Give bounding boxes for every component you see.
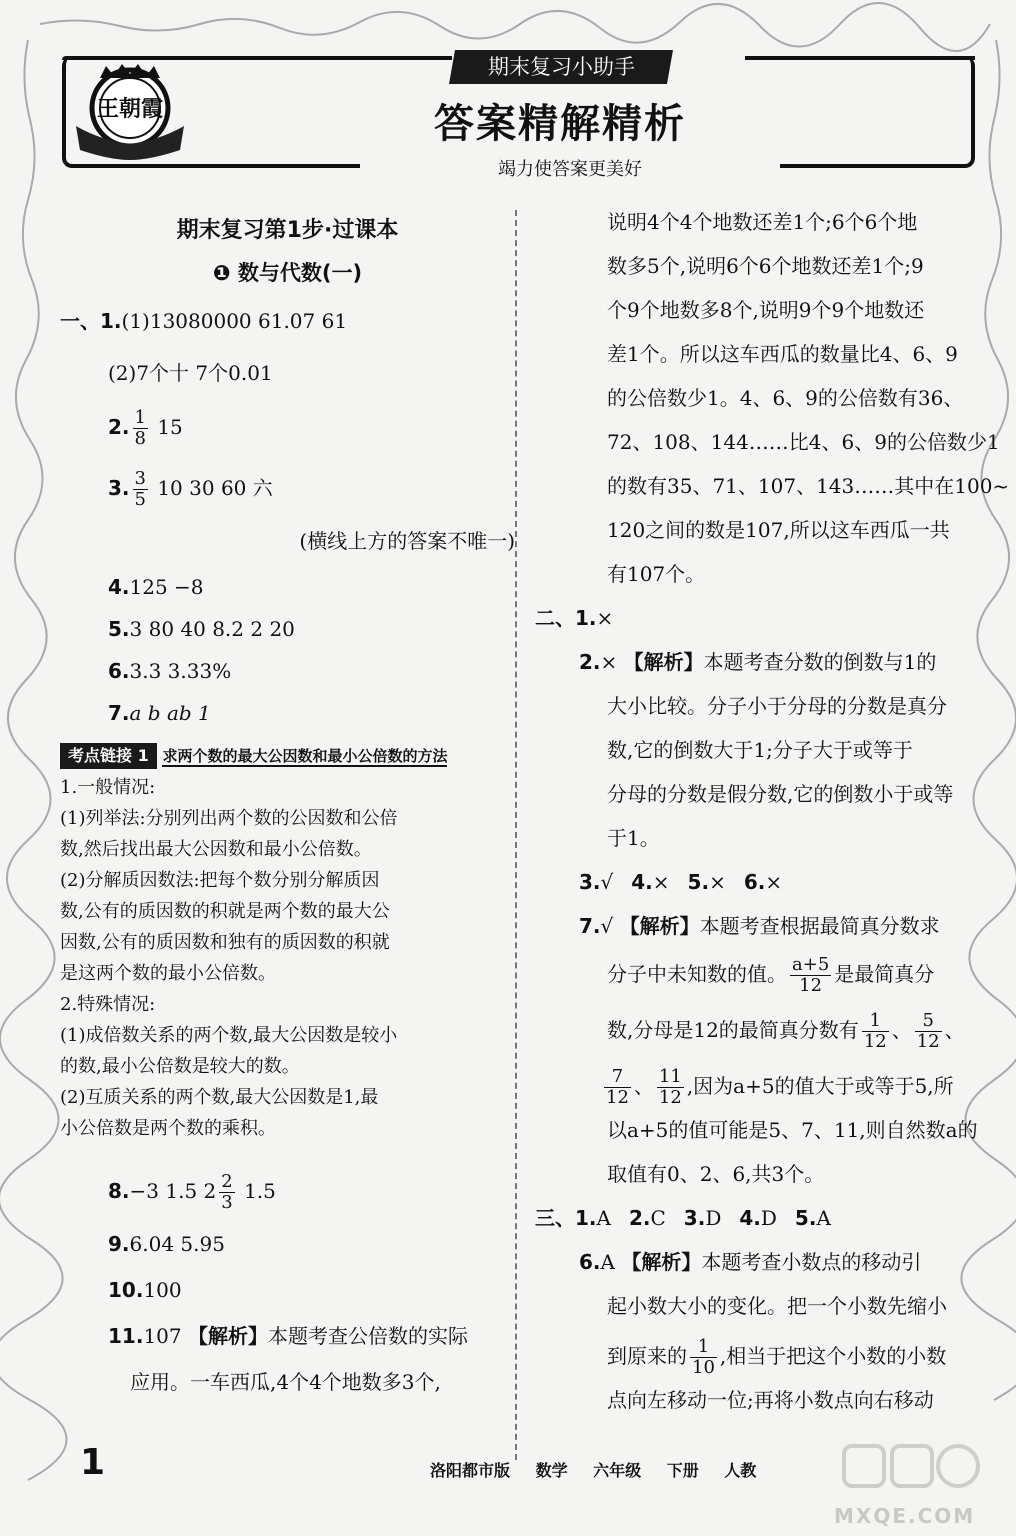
answer-4: 4.125 −8 [108,575,204,599]
solution-line: 数,它的倒数大于1;分子大于或等于 [607,738,913,762]
link-line: (1)成倍数关系的两个数,最大公因数是较小 [60,1025,398,1046]
solution-line: 点向左移动一位;再将小数点向右移动 [607,1388,934,1412]
solution-line: 大小比较。分子小于分母的分数是真分 [607,694,947,718]
page-title: 答案精解精析 [434,101,686,147]
link-line: 因数,公有的质因数和独有的质因数的积就 [60,932,390,953]
solution-line: 72、108、144……比4、6、9的公倍数少1 [607,430,1000,454]
page-number: 1 [80,1442,106,1483]
solution-line: 数,分母是12的最简真分数有 $\frac{1}{12}$ 、 $\frac{5}{12}$ 、 [607,1010,965,1052]
solution-line: 起小数大小的变化。把一个小数先缩小 [607,1294,947,1318]
solution-line: 分母的分数是假分数,它的倒数小于或等 [607,782,954,806]
answer-2: 2. $\frac{1}{8}$ 15 [108,407,183,449]
solution-line: $\frac{7}{12}$ 、 $\frac{11}{12}$ ,因为a+5的值大于或等于5,所 [606,1066,954,1108]
solution-line: 取值有0、2、6,共3个。 [607,1162,825,1186]
solution-line: 以a+5的值可能是5、7、11,则自然数a的 [607,1118,978,1142]
link-line: 数,然后找出最大公因数和最小公倍数。 [60,839,372,860]
answer-1-2: (2)7个十 7个0.01 [108,361,273,385]
link-line: 数,公有的质因数的积就是两个数的最大公 [60,901,390,922]
solution-line: 到原来的 $\frac{1}{10}$ ,相当于把这个小数的小数 [607,1336,947,1378]
sub-title: ❶ 数与代数(一) [212,261,363,285]
answer-6: 6.3.3 3.33% [108,659,232,683]
right-column [535,200,1010,1422]
solution-line: 于1。 [607,826,660,850]
answer-9: 9.6.04 5.95 [108,1232,225,1256]
solution-line: 差1个。所以这车西瓜的数量比4、6、9 [607,342,958,366]
watermark-logo-icon [834,1440,984,1500]
link-line: 的数,最小公倍数是较大的数。 [60,1056,300,1077]
answer-1: 一、1.(1)13080000 61.07 61 [60,309,348,333]
column-divider [515,210,517,1460]
footer-info: 洛阳都市版 数学 六年级 下册 人教 [430,1461,757,1480]
section-3-answer-6: 6.A 【解析】本题考查小数点的移动引 [579,1250,922,1274]
left-column [60,210,515,1403]
knowledge-link-tag: 考点链接 1 [60,743,157,769]
footer [60,1442,960,1490]
answer-5: 5.3 80 40 8.2 2 20 [108,617,295,641]
solution-line: 的数有35、71、107、143……其中在100~ [607,474,1010,498]
link-line: (1)列举法:分别列出两个数的公因数和公倍 [60,808,398,829]
answer-11-line2: 应用。一车西瓜,4个4个地数多3个, [130,1370,441,1394]
header-tag: 期末复习小助手 [449,50,673,84]
section-2-answer-7: 7.√ 【解析】本题考查根据最简真分数求 [579,914,940,938]
watermark [834,1440,984,1530]
link-line: 1.一般情况: [60,777,156,798]
solution-line: 分子中未知数的值。 $\frac{a+5}{12}$ 是最简真分 [607,954,935,996]
solution-line: 有107个。 [607,562,706,586]
link-line: 小公倍数是两个数的乘积。 [60,1118,276,1139]
solution-line: 120之间的数是107,所以这车西瓜一共 [607,518,950,542]
section-title: 期末复习第1步·过课本 [176,218,399,243]
knowledge-link-header: 考点链接 1 求两个数的最大公因数和最小公倍数的方法 [60,740,515,772]
answer-7: 7.a b ab 1 [108,701,211,725]
slogan: 竭力使答案更美好 [360,155,780,181]
answer-3: 3. $\frac{3}{5}$ 10 30 60 六 [108,468,273,510]
section-2-answer-1: 二、1.× [535,606,614,630]
answer-10: 10.100 [108,1278,182,1302]
link-line: (2)分解质因数法:把每个数分别分解质因 [60,870,380,891]
section-2-answers-3-6: 3.√ 4.× 5.× 6.× [579,870,783,894]
answer-8: 8.−3 1.5 2 $\frac{2}{3}$ 1.5 [108,1171,276,1213]
knowledge-link [60,740,515,1144]
solution-line: 数多5个,说明6个6个地数还差1个;9 [607,254,924,278]
answer-11: 11.107 【解析】本题考查公倍数的实际 [108,1324,468,1348]
solution-line: 个9个地数多8个,说明9个9个地数还 [607,298,925,322]
svg-text:王朝霞: 王朝霞 [96,97,164,122]
publisher-logo [70,60,190,160]
section-3-answers-1-5: 三、1.A 2.C 3.D 4.D 5.A [535,1206,831,1230]
link-line: 2.特殊情况: [60,994,156,1015]
section-2-answer-2: 2.× 【解析】本题考查分数的倒数与1的 [579,650,937,674]
solution-line: 的公倍数少1。4、6、9的公倍数有36、 [607,386,964,410]
answer-3-note: (横线上方的答案不唯一) [299,529,515,553]
solution-line: 说明4个4个地数还差1个;6个6个地 [607,210,918,234]
link-line: 是这两个数的最小公倍数。 [60,963,276,984]
watermark-text: MXQE.COM [834,1504,976,1528]
link-line: (2)互质关系的两个数,最大公因数是1,最 [60,1087,379,1108]
